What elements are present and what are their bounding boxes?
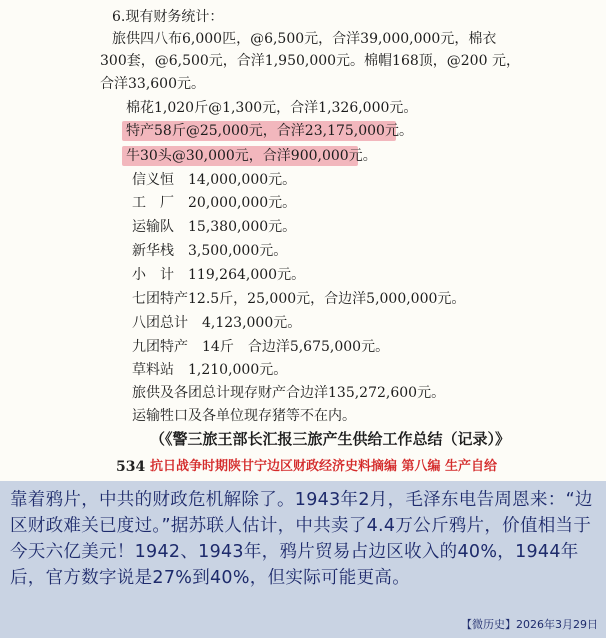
doc-line: 七团特产12.5斤，25,000元，合边洋5,000,000元。 [132, 291, 466, 307]
doc-line: 工 厂 20,000,000元。 [132, 195, 297, 211]
doc-line: 九团特产 14斤 合边洋5,675,000元。 [132, 339, 390, 355]
doc-line: 300套，@6,500元，合洋1,950,000元。棉帽168顶，@200 元， [100, 53, 520, 69]
doc-heading: 6.现有财务统计： [112, 9, 224, 25]
doc-line: 运输牲口及各单位现存猪等不在内。 [132, 408, 356, 424]
page-number: 534 [116, 459, 146, 475]
doc-line: 旅供四八布6,000匹，@6,500元，合洋39,000,000元，棉衣 [112, 31, 497, 47]
doc-line: 小 计 119,264,000元。 [132, 267, 306, 283]
doc-line: 运输队 15,380,000元。 [132, 219, 297, 235]
footer-date: 【微历史】2026年3月29日 [461, 618, 598, 631]
doc-line: 棉花1,020斤@1,300元，合洋1,326,000元。 [126, 100, 418, 116]
doc-line-cattle: 牛30头@30,000元，合洋900,000元。 [126, 148, 377, 164]
doc-source-citation: （《警三旅王部长汇报三旅产生供给工作总结（记录）》 [150, 430, 511, 448]
series-title: 抗日战争时期陕甘宁边区财政经济史料摘编 第八编 生产自给 [150, 459, 498, 474]
doc-line: 新华栈 3,500,000元。 [132, 243, 288, 259]
doc-line: 合洋33,600元。 [100, 76, 205, 92]
doc-line: 八团总计 4,123,000元。 [132, 315, 302, 331]
doc-line: 旅供及各团总计现存财产合边洋135,272,600元。 [132, 385, 446, 401]
doc-line: 草料站 1,210,000元。 [132, 362, 288, 378]
caption-text: 靠着鸦片，中共的财政危机解除了。1943年2月，毛泽东电告周恩来：“边区财政难关已度过。”据苏联人估计，中共卖了4.4万公斤鸦片，价值相当于今天六亿美元！1942、1943年，鸦片贸易占边区收入的40%，1944年后，官方数字说是27%到40%，但实际可能更高。 [10, 490, 593, 588]
doc-line: 信义恒 14,000,000元。 [132, 172, 297, 188]
doc-line-opium: 特产58斤@25,000元，合洋23,175,000元。 [126, 123, 413, 139]
